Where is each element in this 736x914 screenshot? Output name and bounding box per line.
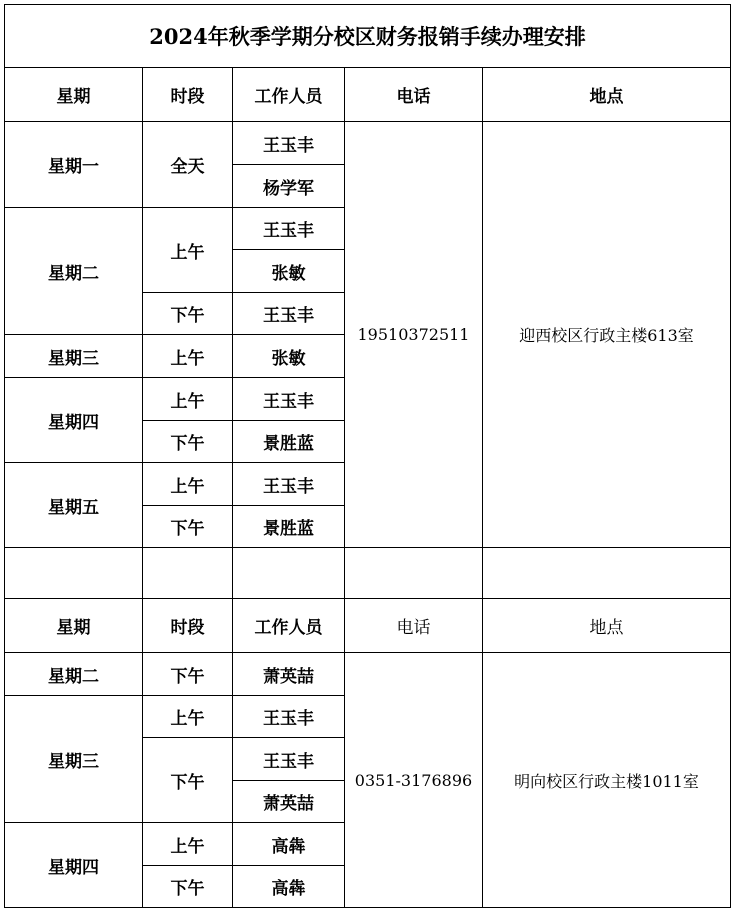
header-period: 时段 bbox=[143, 599, 233, 653]
day-cell: 星期三 bbox=[5, 335, 143, 378]
header-period: 时段 bbox=[143, 68, 233, 122]
staff-cell: 杨学军 bbox=[233, 165, 345, 208]
period-cell: 上午 bbox=[143, 335, 233, 378]
period-cell: 全天 bbox=[143, 122, 233, 208]
header-day: 星期 bbox=[5, 599, 143, 653]
day-cell: 星期四 bbox=[5, 823, 143, 908]
staff-cell: 王玉丰 bbox=[233, 696, 345, 738]
schedule-table bbox=[4, 4, 731, 908]
staff-cell: 王玉丰 bbox=[233, 122, 345, 165]
header-staff: 工作人员 bbox=[233, 599, 345, 653]
period-cell: 下午 bbox=[143, 653, 233, 696]
table-title: 2024年秋季学期分校区财务报销手续办理安排 bbox=[5, 5, 731, 68]
day-cell: 星期四 bbox=[5, 378, 143, 463]
staff-cell: 景胜蓝 bbox=[233, 421, 345, 463]
campus1-phone: 19510372511 bbox=[345, 122, 483, 548]
day-cell: 星期二 bbox=[5, 653, 143, 696]
header-row bbox=[5, 599, 731, 653]
staff-cell: 王玉丰 bbox=[233, 738, 345, 781]
period-cell: 上午 bbox=[143, 823, 233, 866]
period-cell: 下午 bbox=[143, 421, 233, 463]
staff-cell: 王玉丰 bbox=[233, 208, 345, 250]
staff-cell: 景胜蓝 bbox=[233, 506, 345, 548]
period-cell: 上午 bbox=[143, 378, 233, 421]
period-cell: 下午 bbox=[143, 738, 233, 823]
campus2-location: 明向校区行政主楼1011室 bbox=[483, 653, 731, 908]
staff-cell: 萧英喆 bbox=[233, 653, 345, 696]
campus2-phone: 0351-3176896 bbox=[345, 653, 483, 908]
day-cell: 星期一 bbox=[5, 122, 143, 208]
period-cell: 上午 bbox=[143, 208, 233, 293]
header-day: 星期 bbox=[5, 68, 143, 122]
staff-cell: 张敏 bbox=[233, 250, 345, 293]
blank-row bbox=[5, 548, 731, 599]
period-cell: 下午 bbox=[143, 293, 233, 335]
period-cell: 上午 bbox=[143, 463, 233, 506]
staff-cell: 张敏 bbox=[233, 335, 345, 378]
staff-cell: 高犇 bbox=[233, 823, 345, 866]
period-cell: 下午 bbox=[143, 866, 233, 908]
staff-cell: 王玉丰 bbox=[233, 378, 345, 421]
campus1-location: 迎西校区行政主楼613室 bbox=[483, 122, 731, 548]
day-cell: 星期二 bbox=[5, 208, 143, 335]
header-location: 地点 bbox=[483, 68, 731, 122]
period-cell: 下午 bbox=[143, 506, 233, 548]
header-staff: 工作人员 bbox=[233, 68, 345, 122]
header-row bbox=[5, 68, 731, 122]
day-cell: 星期三 bbox=[5, 696, 143, 823]
schedule-sheet bbox=[4, 4, 730, 909]
header-phone: 电话 bbox=[345, 599, 483, 653]
period-cell: 上午 bbox=[143, 696, 233, 738]
header-phone: 电话 bbox=[345, 68, 483, 122]
staff-cell: 高犇 bbox=[233, 866, 345, 908]
staff-cell: 萧英喆 bbox=[233, 781, 345, 823]
staff-cell: 王玉丰 bbox=[233, 293, 345, 335]
header-location: 地点 bbox=[483, 599, 731, 653]
day-cell: 星期五 bbox=[5, 463, 143, 548]
staff-cell: 王玉丰 bbox=[233, 463, 345, 506]
